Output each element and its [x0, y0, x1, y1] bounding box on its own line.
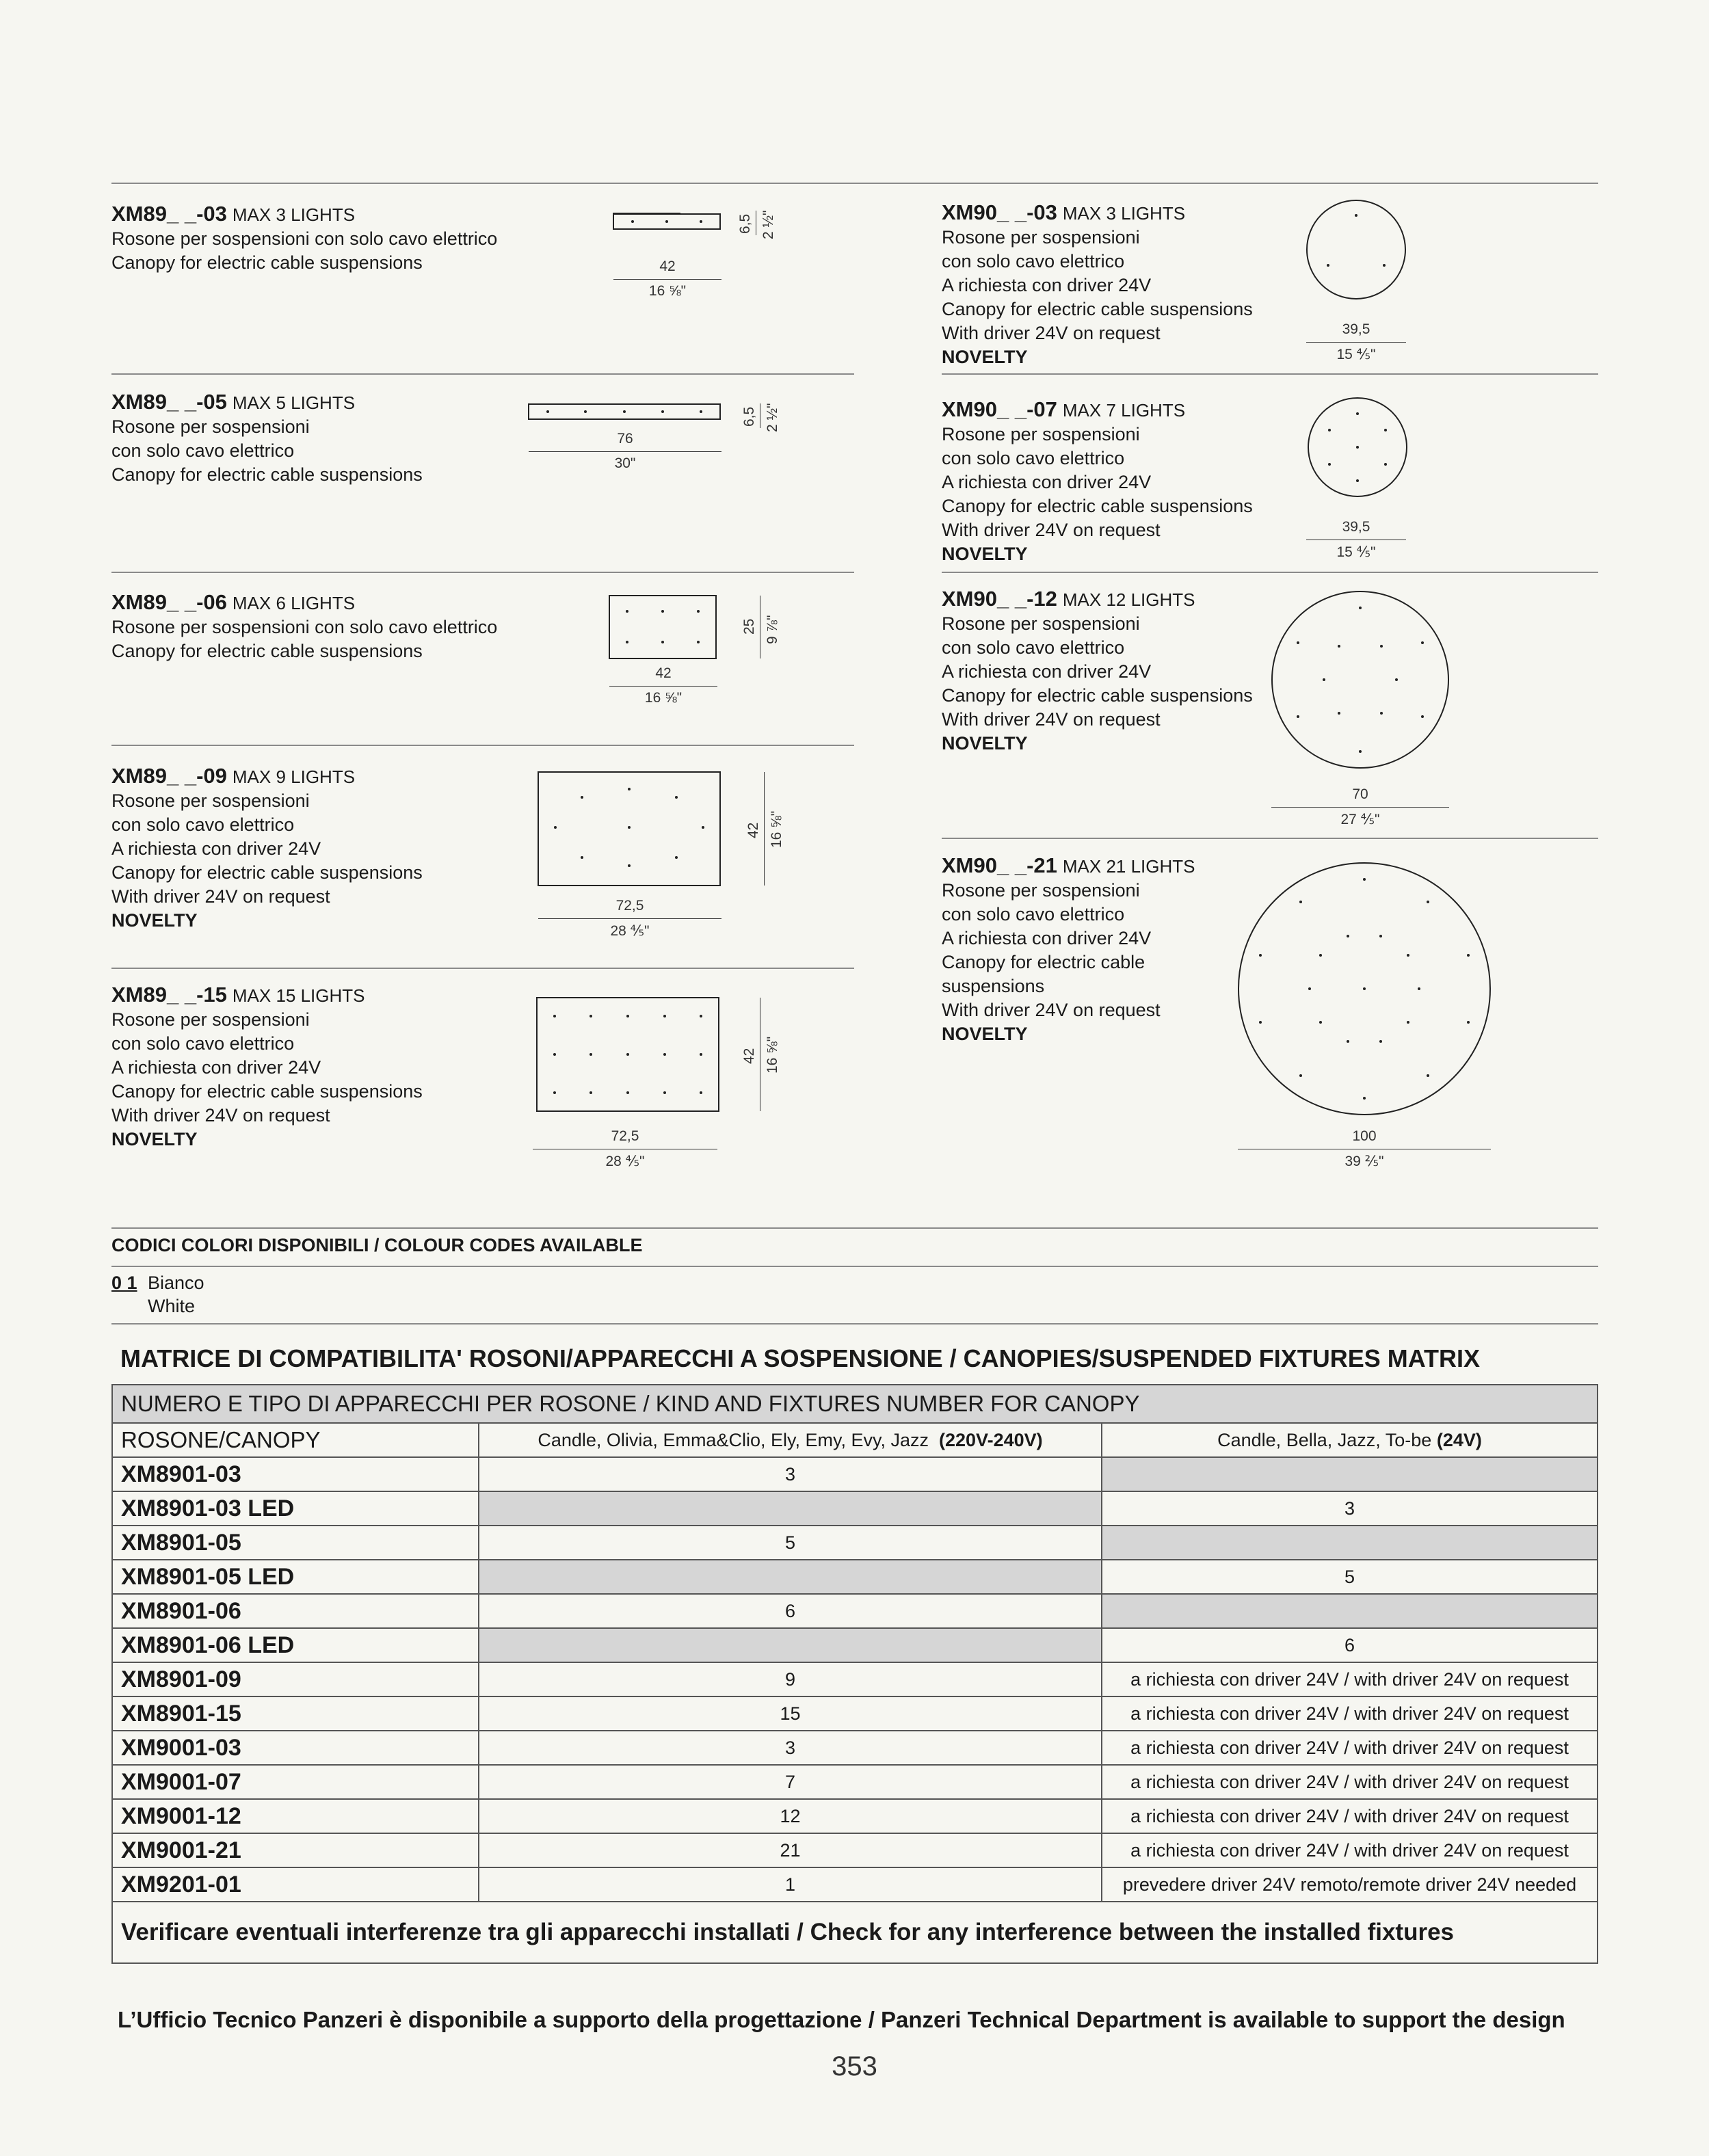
- product-max: MAX 9 LIGHTS: [232, 767, 356, 787]
- novelty-label: NOVELTY: [111, 1129, 198, 1149]
- drawing-xm90-21: [1236, 861, 1492, 1117]
- matrix-footer-row: [112, 1902, 1598, 1963]
- product-line: Canopy for electric cable suspensions: [111, 862, 423, 883]
- table-cell: 6: [479, 1594, 1102, 1628]
- drawing-xm90-07: [1306, 396, 1409, 498]
- drawing-xm90-03: [1305, 198, 1407, 301]
- product-max: MAX 6 LIGHTS: [232, 593, 356, 613]
- dim-line: [609, 686, 717, 687]
- table-cell: XM9001-03: [112, 1731, 479, 1765]
- product-line: suspensions: [942, 976, 1045, 996]
- product-line: con solo cavo elettrico: [942, 637, 1125, 658]
- table-cell: 6: [1102, 1628, 1598, 1662]
- matrix-header-row: [112, 1423, 1598, 1457]
- table-row: [112, 1765, 1598, 1799]
- product-xm89-03: [111, 202, 497, 275]
- dim-line: [1306, 342, 1406, 343]
- product-line: With driver 24V on request: [111, 1105, 330, 1126]
- dim-height-inch: 16 ⅝": [765, 1036, 780, 1074]
- product-xm90-07: [942, 397, 1253, 566]
- col1-fixtures: Candle, Olivia, Emma&Clio, Ely, Emy, Evy, Jazz: [538, 1429, 929, 1450]
- product-max: MAX 3 LIGHTS: [232, 204, 356, 225]
- product-max: MAX 12 LIGHTS: [1062, 589, 1195, 610]
- colour-code: 0 1: [111, 1273, 137, 1293]
- table-cell: [479, 1628, 1102, 1662]
- table-cell: a richiesta con driver 24V / with driver 24V on request: [1102, 1799, 1598, 1833]
- product-line: Canopy for electric cable: [942, 952, 1145, 972]
- dim-height: 25: [741, 618, 757, 635]
- novelty-label: NOVELTY: [942, 733, 1028, 754]
- product-max: MAX 3 LIGHTS: [1062, 203, 1186, 224]
- drawing-xm90-12: [1270, 589, 1450, 770]
- dim-height-inch: 16 ⅝": [769, 810, 784, 848]
- table-cell: XM9201-01: [112, 1867, 479, 1902]
- product-line: Rosone per sospensioni: [942, 227, 1140, 248]
- drawing-xm89-15: [535, 996, 721, 1114]
- product-line: Canopy for electric cable suspensions: [942, 496, 1253, 516]
- product-line: With driver 24V on request: [942, 709, 1161, 730]
- product-line: con solo cavo elettrico: [942, 904, 1125, 924]
- table-cell: XM8901-03 LED: [112, 1491, 479, 1526]
- product-line: con solo cavo elettrico: [111, 440, 295, 461]
- table-cell: 12: [479, 1799, 1102, 1833]
- support-note: L’Ufficio Tecnico Panzeri è disponibile a supporto della progettazione / Panzeri Technical Department is available to support the design: [118, 2007, 1565, 2032]
- product-xm90-21: [942, 853, 1195, 1046]
- novelty-label: NOVELTY: [942, 544, 1028, 564]
- matrix-col1-header: [479, 1423, 1102, 1457]
- table-cell: XM8901-09: [112, 1662, 479, 1696]
- table-cell: 3: [479, 1731, 1102, 1765]
- product-xm89-09: [111, 764, 423, 933]
- table-cell: 15: [479, 1696, 1102, 1731]
- product-line: Canopy for electric cable suspensions: [942, 685, 1253, 706]
- left-divider-4: [111, 968, 854, 969]
- product-code: XM89_ _-09: [111, 764, 227, 788]
- table-cell: XM8901-06 LED: [112, 1628, 479, 1662]
- product-line: con solo cavo elettrico: [111, 1033, 295, 1054]
- dim-width: 72,5: [611, 1128, 639, 1144]
- table-cell: XM8901-05 LED: [112, 1560, 479, 1594]
- dim-width-inch: 15 ⅘": [1336, 347, 1376, 362]
- left-divider-3: [111, 745, 854, 746]
- dim-width-inch: 16 ⅝": [648, 283, 687, 299]
- dim-height-inch: 9 ⅞": [765, 615, 780, 644]
- product-line: A richiesta con driver 24V: [111, 838, 321, 859]
- product-xm89-15: [111, 983, 423, 1152]
- table-cell: XM9001-12: [112, 1799, 479, 1833]
- product-line: Rosone per sospensioni: [942, 424, 1140, 444]
- drawing-xm89-09: [537, 771, 723, 888]
- novelty-label: NOVELTY: [942, 347, 1028, 367]
- colours-rule-mid: [111, 1266, 1598, 1267]
- compatibility-matrix: [111, 1384, 1598, 1964]
- table-cell: 1: [479, 1867, 1102, 1902]
- table-cell: XM8901-15: [112, 1696, 479, 1731]
- table-cell: a richiesta con driver 24V / with driver 24V on request: [1102, 1765, 1598, 1799]
- dim-line: [1271, 807, 1449, 808]
- dim-width: 42: [655, 665, 672, 681]
- product-max: MAX 7 LIGHTS: [1062, 400, 1186, 421]
- dim-width: 39,5: [1342, 321, 1370, 337]
- table-cell: a richiesta con driver 24V / with driver 24V on request: [1102, 1696, 1598, 1731]
- top-rule: [111, 183, 1598, 184]
- colour-codes-title: CODICI COLORI DISPONIBILI / COLOUR CODES AVAILABLE: [111, 1235, 643, 1255]
- right-divider-3: [942, 838, 1598, 839]
- matrix-body: [112, 1457, 1598, 1902]
- product-xm89-05: [111, 390, 423, 487]
- novelty-label: NOVELTY: [111, 910, 198, 931]
- table-cell: a richiesta con driver 24V / with driver 24V on request: [1102, 1731, 1598, 1765]
- product-line: A richiesta con driver 24V: [942, 472, 1152, 492]
- table-row: [112, 1799, 1598, 1833]
- product-line: With driver 24V on request: [111, 886, 330, 907]
- matrix-band: NUMERO E TIPO DI APPARECCHI PER ROSONE / KIND AND FIXTURES NUMBER FOR CANOPY: [112, 1385, 1598, 1423]
- product-line: con solo cavo elettrico: [942, 448, 1125, 468]
- table-cell: 5: [1102, 1560, 1598, 1594]
- table-cell: XM9001-07: [112, 1765, 479, 1799]
- dim-height: 6,5: [737, 213, 753, 234]
- product-line: A richiesta con driver 24V: [942, 661, 1152, 682]
- table-cell: XM8901-06: [112, 1594, 479, 1628]
- table-row: [112, 1867, 1598, 1902]
- matrix-footer: Verificare eventuali interferenze tra gli apparecchi installati / Check for any interference between the installed fixtures: [112, 1902, 1598, 1963]
- product-line: Canopy for electric cable suspensions: [111, 641, 423, 661]
- table-cell: XM8901-05: [112, 1526, 479, 1560]
- colours-rule-bottom: [111, 1323, 1598, 1325]
- table-row: [112, 1696, 1598, 1731]
- dim-line: [529, 451, 721, 452]
- product-code: XM90_ _-21: [942, 853, 1057, 877]
- dim-width: 39,5: [1342, 519, 1370, 535]
- product-code: XM90_ _-03: [942, 200, 1057, 224]
- table-cell: [1102, 1526, 1598, 1560]
- product-line: con solo cavo elettrico: [942, 251, 1125, 271]
- product-max: MAX 21 LIGHTS: [1062, 856, 1195, 877]
- dim-height-inch: 2 ½": [765, 403, 780, 432]
- table-cell: [1102, 1594, 1598, 1628]
- matrix-title: MATRICE DI COMPATIBILITA' ROSONI/APPARECCHI A SOSPENSIONE / CANOPIES/SUSPENDED FIXTURES MATRIX: [120, 1344, 1481, 1372]
- product-xm90-12: [942, 587, 1253, 756]
- matrix-band-row: [112, 1385, 1598, 1423]
- product-line: With driver 24V on request: [942, 520, 1161, 540]
- product-xm90-03: [942, 200, 1253, 369]
- col2-voltage: (24V): [1436, 1429, 1482, 1450]
- dim-height-inch: 2 ½": [760, 210, 776, 239]
- dim-width: 42: [659, 258, 676, 274]
- product-line: With driver 24V on request: [942, 1000, 1161, 1020]
- product-code: XM90_ _-07: [942, 397, 1057, 421]
- table-row: [112, 1833, 1598, 1867]
- colour-name-it: Bianco: [148, 1273, 204, 1293]
- table-cell: 7: [479, 1765, 1102, 1799]
- drawing-xm89-05: [527, 402, 723, 423]
- dim-width-inch: 30": [614, 455, 636, 471]
- table-row: [112, 1491, 1598, 1526]
- product-code: XM89_ _-03: [111, 202, 227, 226]
- product-line: Rosone per sospensioni: [111, 416, 310, 437]
- table-row: [112, 1457, 1598, 1491]
- product-line: Rosone per sospensioni con solo cavo elettrico: [111, 617, 498, 637]
- page-number: 353: [832, 2051, 877, 2081]
- product-line: A richiesta con driver 24V: [111, 1057, 321, 1078]
- table-cell: 21: [479, 1833, 1102, 1867]
- table-cell: [479, 1491, 1102, 1526]
- matrix-col0-header: ROSONE/CANOPY: [112, 1423, 479, 1457]
- dim-width-inch: 15 ⅘": [1336, 544, 1376, 560]
- table-row: [112, 1526, 1598, 1560]
- product-max: MAX 5 LIGHTS: [232, 392, 356, 413]
- dim-height: 6,5: [741, 406, 757, 427]
- table-cell: 9: [479, 1662, 1102, 1696]
- product-line: Canopy for electric cable suspensions: [942, 299, 1253, 319]
- novelty-label: NOVELTY: [942, 1024, 1028, 1044]
- table-cell: a richiesta con driver 24V / with driver 24V on request: [1102, 1833, 1598, 1867]
- table-row: [112, 1662, 1598, 1696]
- table-cell: [479, 1560, 1102, 1594]
- table-cell: a richiesta con driver 24V / with driver 24V on request: [1102, 1662, 1598, 1696]
- dim-width-inch: 28 ⅘": [610, 923, 650, 939]
- table-cell: 5: [479, 1526, 1102, 1560]
- product-line: A richiesta con driver 24V: [942, 928, 1152, 948]
- dim-height: 42: [745, 822, 761, 838]
- product-code: XM89_ _-05: [111, 390, 227, 414]
- product-line: Rosone per sospensioni: [942, 613, 1140, 634]
- table-row: [112, 1560, 1598, 1594]
- matrix-col2-header: [1102, 1423, 1598, 1457]
- dim-line: [613, 279, 721, 280]
- product-code: XM90_ _-12: [942, 587, 1057, 611]
- left-divider-2: [111, 572, 854, 573]
- product-line: con solo cavo elettrico: [111, 814, 295, 835]
- dim-width: 76: [617, 431, 633, 447]
- product-line: With driver 24V on request: [942, 323, 1161, 343]
- table-cell: [1102, 1457, 1598, 1491]
- dim-width-inch: 16 ⅝": [644, 690, 683, 706]
- table-cell: prevedere driver 24V remoto/remote driver 24V needed: [1102, 1867, 1598, 1902]
- product-line: Rosone per sospensioni: [111, 1009, 310, 1030]
- table-cell: 3: [479, 1457, 1102, 1491]
- product-line: Canopy for electric cable suspensions: [111, 464, 423, 485]
- table-row: [112, 1594, 1598, 1628]
- drawing-xm89-06: [608, 594, 719, 661]
- product-line: Canopy for electric cable suspensions: [111, 252, 423, 273]
- table-cell: XM9001-21: [112, 1833, 479, 1867]
- product-line: Rosone per sospensioni: [111, 790, 310, 811]
- table-row: [112, 1731, 1598, 1765]
- table-cell: XM8901-03: [112, 1457, 479, 1491]
- product-code: XM89_ _-06: [111, 590, 227, 614]
- dim-width-inch: 28 ⅘": [605, 1154, 645, 1169]
- product-max: MAX 15 LIGHTS: [232, 985, 365, 1006]
- table-cell: 3: [1102, 1491, 1598, 1526]
- col2-fixtures: Candle, Bella, Jazz, To-be: [1217, 1429, 1432, 1450]
- colour-name-en: White: [148, 1296, 196, 1316]
- dim-vline: [764, 772, 765, 886]
- product-xm89-06: [111, 590, 497, 663]
- dim-width: 72,5: [615, 898, 644, 914]
- product-line: Rosone per sospensioni: [942, 880, 1140, 901]
- colours-rule-top: [111, 1227, 1598, 1229]
- left-divider-1: [111, 373, 854, 375]
- product-line: Rosone per sospensioni con solo cavo elettrico: [111, 228, 498, 249]
- dim-width: 70: [1352, 786, 1368, 802]
- product-code: XM89_ _-15: [111, 983, 227, 1007]
- drawing-xm89-03-box: [612, 209, 728, 236]
- dim-height: 42: [741, 1048, 757, 1064]
- dim-width-inch: 27 ⅘": [1340, 812, 1380, 827]
- col1-voltage: (220V-240V): [939, 1429, 1043, 1450]
- dim-width-inch: 39 ⅖": [1344, 1154, 1384, 1169]
- right-divider-1: [942, 373, 1598, 375]
- product-line: A richiesta con driver 24V: [942, 275, 1152, 295]
- right-divider-2: [942, 572, 1598, 573]
- product-line: Canopy for electric cable suspensions: [111, 1081, 423, 1102]
- table-row: [112, 1628, 1598, 1662]
- dim-width: 100: [1352, 1128, 1377, 1144]
- dim-line: [538, 918, 721, 919]
